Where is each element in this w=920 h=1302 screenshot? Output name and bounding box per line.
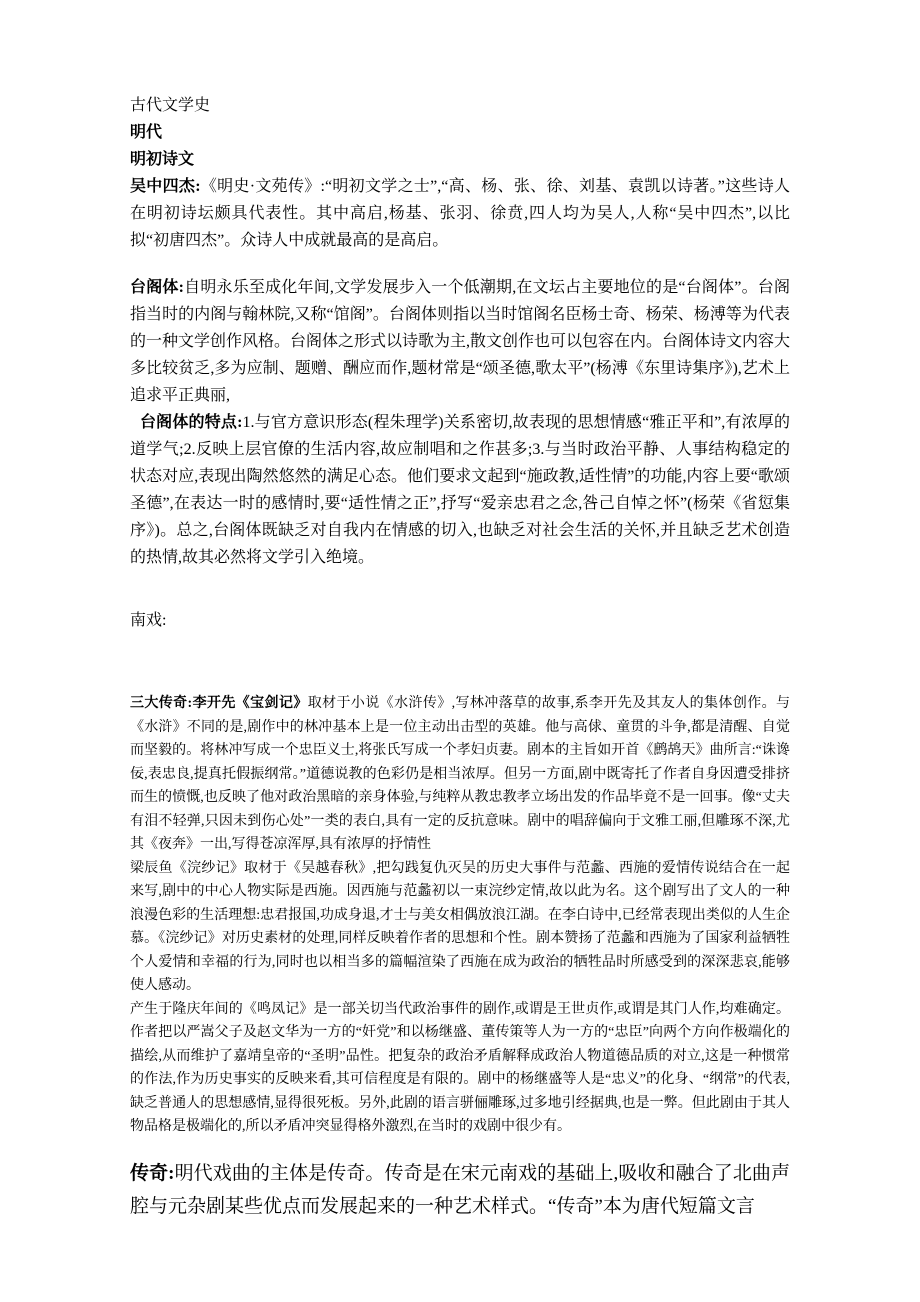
paragraph-taigeti [130,274,790,409]
paragraph-taigeti-tedian [130,409,790,571]
heading-dynasty: 明代 [130,124,163,141]
spacer [130,254,790,274]
term-wuzhongsijie: 吴中四杰: [130,178,201,195]
paragraph-huanshaji: 梁辰鱼《浣纱记》取材于《吴越春秋》,把勾践复仇灭吴的历史大事件与范蠡、西施的爱情传说结合在一起来写,剧中的中心人物实际是西施。因西施与范蠡初以一束浣纱定情,故以此为名。这个剧写出了文人的一种浪漫色彩的生活理想:忠君报国,功成身退,才士与美女相偶放浪江湖。在李白诗中,已经常表现出类似的人生企慕。《浣纱记》对历史素材的处理,同样反映着作者的思想和个性。剧本赞扬了范蠡和西施为了国家利益牺牲个人爱情和幸福的行为,同时也以相当多的篇幅渲染了西施在成为政治的牺牲品时所感受到的深深悲哀,能够使人感动。 [130,860,790,993]
term-chuanqi: 传奇: [130,1162,175,1184]
paragraph-chuanqi [130,1157,790,1223]
heading-section: 明初诗文 [130,151,195,168]
term-sandachuanqi-baojianji: 三大传奇:李开先《宝剑记》 [130,696,308,711]
spacer [130,1139,790,1157]
document-title: 古代文学史 [130,97,211,114]
paragraph-wuzhongsijie [130,173,790,254]
spacer [130,571,790,607]
spacer [130,634,790,692]
paragraph-text-taigeti-tedian: 1.与官方意识形态(程朱理学)关系密切,故表现的思想情感“雅正平和”,有浓厚的道学气;2.反映上层官僚的生活内容,故应制唱和之作甚多;3.与当时政治平静、人事结构稳定的状态对应,表现出陶然悠然的满足心态。他们要求文起到“施政教,适性情”的功能,内容上要“歌颂圣德”,在表达一时的感情时,要“适性情之正”,抒写“爱亲忠君之念,咎己自悼之怀”(杨荣《省愆集序》)。总之,台阁体既缺乏对自我内在情感的切入,也缺乏对社会生活的关怀,并且缺乏艺术创造的热情,故其必然将文学引入绝境。 [130,414,790,566]
term-taigeti: 台阁体: [130,279,184,296]
term-taigeti-tedian: 台阁体的特点: [140,414,243,431]
paragraph-text-wuzhongsijie: 《明史·文苑传》:“明初文学之士”,“高、杨、张、徐、刘基、袁凯以诗著。”这些诗人在明初诗坛颇具代表性。其中高启,杨基、张羽、徐贲,四人均为吴人,人称“吴中四杰”,以比拟“初唐四杰”。众诗人中成就最高的是高启。 [130,178,790,249]
paragraph-text-chuanqi: 明代戏曲的主体是传奇。传奇是在宋元南戏的基础上,吸收和融合了北曲声腔与元杂剧某些优点而发展起来的一种艺术样式。“传奇”本为唐代短篇文言 [130,1162,790,1217]
paragraph-nanxi: 南戏: [130,612,167,629]
paragraph-text-baojianji: 取材于小说《水浒传》,写林冲落草的故事,系李开先及其友人的集体创作。与《水浒》不同的是,剧作中的林冲基本上是一位主动出击型的英雄。他与高俅、童贯的斗争,都是清醒、自觉而坚毅的。将林冲写成一个忠臣义士,将张氏写成一个孝妇贞妻。剧本的主旨如开首《鹧鸪天》曲所言:“诛谗佞,表忠良,提真托假振纲常。”道德说教的色彩仍是相当浓厚。但另一方面,剧中既寄托了作者自身因遭受排挤而生的愤慨,也反映了他对政治黑暗的亲身体验,与纯粹从教忠教孝立场出发的作品毕竟不是一回事。像“丈夫有泪不轻弹,只因未到伤心处”一类的表白,具有一定的反抗意味。剧中的唱辞偏向于文雅工丽,但雕琢不深,尤其《夜奔》一出,写得苍凉浑厚,具有浓厚的抒情性 [130,696,790,852]
paragraph-text-taigeti: 自明永乐至成化年间,文学发展步入一个低潮期,在文坛占主要地位的是“台阁体”。台阁指当时的内阁与翰林院,又称“馆阁”。台阁体则指以当时馆阁名臣杨士奇、杨荣、杨溥等为代表的一种文学创作风格。台阁体之形式以诗歌为主,散文创作也可以包容在内。台阁体诗文内容大多比较贫乏,多为应制、题赠、酬应而作,题材常是“颂圣德,歌太平”(杨溥《东里诗集序》),艺术上追求平正典丽, [130,279,791,404]
paragraph-mingfengji: 产生于隆庆年间的《鸣凤记》是一部关切当代政治事件的剧作,或谓是王世贞作,或谓是其门人作,均难确定。作者把以严嵩父子及赵文华为一方的“奸党”和以杨继盛、董传策等人为一方的“忠臣”向两个方向作极端化的描绘,从而维护了嘉靖皇帝的“圣明”品性。把复杂的政治矛盾解释成政治人物道德品质的对立,这是一种惯常的作法,作为历史事实的反映来看,其可信程度是有限的。剧中的杨继盛等人是“忠义”的化身、“纲常”的代表,缺乏普通人的思想感情,显得很死板。另外,此剧的语言骈俪雕琢,过多地引经据典,也是一弊。但此剧由于其人物品格是极端化的,所以矛盾冲突显得格外激烈,在当时的戏剧中很少有。 [130,1001,790,1134]
paragraph-baojianji [130,692,790,857]
